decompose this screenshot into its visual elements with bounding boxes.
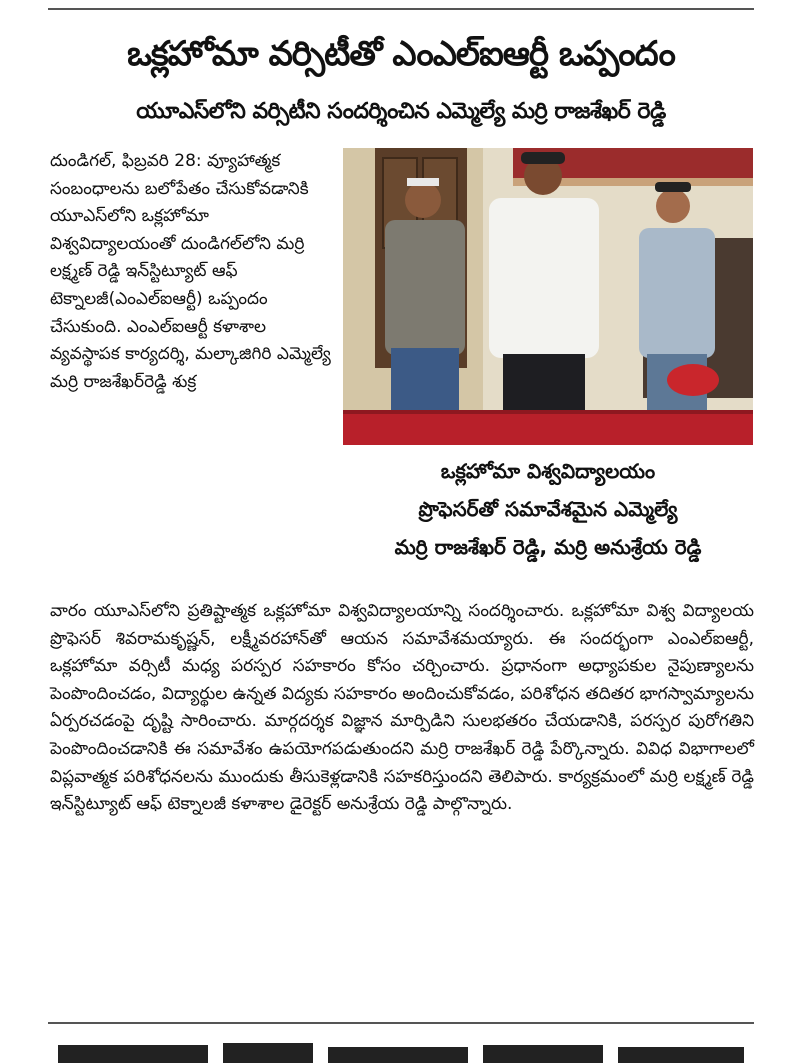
photo-illustration bbox=[343, 148, 753, 445]
body-paragraph: వారం యూఎస్‌లోని ప్రతిష్టాత్మక ఒక్లహోమా విశ్వవిద్యాలయాన్ని సందర్శించారు. ఒక్లహోమా విశ్వ విద్యాలయ ప్రొఫెసర్ శివరామకృష్ణన్, లక్ష్మీవరహాన్‌తో ఆయన సమావేశమయ్యారు. ఈ సందర్భంగా ఎంఎల్ఐఆర్టీ, ఒక్లహోమా వర్సిటీ మధ్య పరస్పర సహకారం కోసం చర్చించారు. ప్రధానంగా అధ్యాపకుల నైపుణ్యాలను పెంపొందించడం, విద్యార్థుల ఉన్నత విద్యకు సహకారం అందించుకోవడం, పరిశోధన తదితర భాగస్వామ్యాలను ఏర్పరచడంపై దృష్టి సారించారు. మార్గదర్శక విజ్ఞాన మార్పిడిని సులభతరం చేయడానికి, పరస్పర పురోగతిని పెంపొందించడానికి ఈ సమావేశం ఉపయోగపడుతుందని మర్రి రాజశేఖర్ రెడ్డి పేర్కొన్నారు. వివిధ విభాగాలలో విప్లవాత్మక పరిశోధనలను ముందుకు తీసుకెళ్లడానికి సహకరిస్తుందని తెలిపారు. కార్యక్రమంలో మర్రి లక్ష్మణ్ రెడ్డి ఇన్‌స్టిట్యూట్ ఆఫ్ టెక్నాలజీ కళాశాల డైరెక్టర్ అనుశ్రేయ రెడ్డి పాల్గొన్నారు. bbox=[50, 601, 754, 815]
bottom-rule bbox=[48, 1022, 754, 1024]
subheadline: యూఎస్‌లోని వర్సిటీని సందర్శించిన ఎమ్మెల్యే మర్రి రాజశేఖర్ రెడ్డి bbox=[136, 99, 666, 124]
article-column-left bbox=[50, 148, 332, 396]
caption-line-3: మర్రి రాజశేఖర్ రెడ్డి, మర్రి అనుశ్రేయ రెడ్డి bbox=[394, 535, 702, 559]
caption-line-1: ఒక్లహోమా విశ్వవిద్యాలయం bbox=[440, 459, 656, 483]
column-paragraph: దుండిగల్, ఫిబ్రవరి 28: వ్యూహాత్మక సంబంధాలను బలోపేతం చేసుకోవడానికి యూఎస్‌లోని ఒక్లహోమా విశ్వవిద్యాలయంతో దుండిగల్‌లోని మర్రి లక్ష్మణ్ రెడ్డి ఇన్‌స్టిట్యూట్ ఆఫ్ టెక్నాలజీ(ఎంఎల్ఐఆర్టీ) ఒప్పందం చేసుకుంది. ఎంఎల్ఐఆర్టీ కళాశాల వ్యవస్థాపక కార్యదర్శి, మల్కాజిగిరి ఎమ్మెల్యే మర్రి రాజశేఖర్‌రెడ్డి శుక్ర bbox=[50, 151, 331, 392]
headline: ఒక్లహోమా వర్సిటీతో ఎంఎల్ఐఆర్టీ ఒప్పందం bbox=[127, 34, 675, 74]
article-body bbox=[50, 598, 754, 819]
news-photo bbox=[343, 148, 753, 445]
cropped-text-icon bbox=[48, 1033, 754, 1063]
top-rule bbox=[48, 8, 754, 10]
caption-line-2: ప్రొఫెసర్‌తో సమావేశమైన ఎమ్మెల్యే bbox=[418, 497, 678, 521]
next-article-headline-fragment bbox=[48, 1033, 754, 1063]
photo-caption bbox=[343, 452, 753, 566]
